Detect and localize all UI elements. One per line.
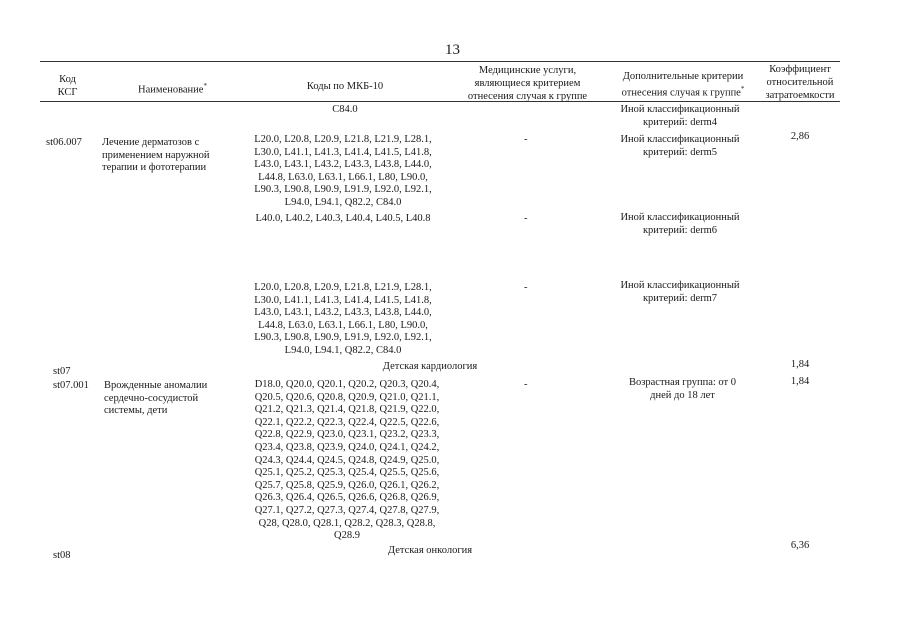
criteria-cell: Иной классификационный критерий: derm5 bbox=[620, 134, 740, 158]
coefficient-cell: 6,36 bbox=[790, 540, 810, 551]
icd-codes-cell: L20.0, L20.8, L20.9, L21.8, L21.9, L28.1, L30.0, L41.1, L41.3, L41.4, L41.5, L41.8, L43.0, L43.1, L43.2, L43.3, L43.8, L44.0, L44.8, L63.0, L63.1, L66.1, L80, L90.0, L90.3, L90.8, L90.9, L91.9, L92.0, L92.1, L94.0, L94.1, Q82.2, C84.0 bbox=[254, 134, 432, 208]
section-title: Детская онкология bbox=[387, 545, 473, 556]
coefficient-cell: 2,86 bbox=[790, 131, 810, 142]
criteria-cell: Иной классификационный критерий: derm7 bbox=[620, 280, 740, 304]
section-title: Детская кардиология bbox=[382, 361, 478, 372]
criteria-cell: Иной классификационный критерий: derm6 bbox=[620, 212, 740, 236]
service-cell: - bbox=[524, 282, 528, 293]
header-coefficient: Коэффициент относительной затратоемкости bbox=[765, 64, 835, 101]
header-code: Код КСГ bbox=[57, 74, 78, 98]
ksg-code-cell: st07.001 bbox=[53, 380, 89, 391]
ksg-code-cell: st08 bbox=[53, 550, 71, 561]
page-number: 13 bbox=[445, 42, 460, 58]
header-services: Медицинские услуги, являющиеся критерием отнесения случая к группе bbox=[467, 65, 588, 102]
service-cell: - bbox=[524, 213, 528, 224]
icd-codes-cell: D18.0, Q20.0, Q20.1, Q20.2, Q20.3, Q20.4, Q20.5, Q20.6, Q20.8, Q20.9, Q21.0, Q21.1, Q21.2, Q21.3, Q21.4, Q21.8, Q21.9, Q22.0, Q22.1, Q22.2, Q22.3, Q22.4, Q22.5, Q22.6, Q22.8, Q22.9, Q23.0, Q23.1, Q23.2, Q23.3, Q23.4, Q23.8, Q23.9, Q24.0, Q24.1, Q24.2, Q24.3, Q24.4, Q24.5, Q24.8, Q24.9, Q25.0, Q25.1, Q25.2, Q25.3, Q25.4, Q25.5, Q25.6, Q25.7, Q25.8, Q25.9, Q26.0, Q26.1, Q26.2, Q26.3, Q26.4, Q26.5, Q26.6, Q26.8, Q26.9, Q27.1, Q27.2, Q27.3, Q27.4, Q27.8, Q27.9, Q28, Q28.0, Q28.1, Q28.2, Q28.3, Q28.8, Q28.9 bbox=[254, 379, 440, 542]
service-cell: - bbox=[524, 134, 528, 145]
coefficient-cell: 1,84 bbox=[790, 359, 810, 370]
ksg-name-cell: Врожденные аномалии сердечно-сосудистой системы, дети bbox=[104, 380, 208, 417]
ksg-name-cell: Лечение дерматозов с применением наружной терапии и фототерапии bbox=[102, 137, 210, 174]
header-bottom-rule bbox=[40, 101, 840, 102]
criteria-cell: Возрастная группа: от 0 дней до 18 лет bbox=[629, 377, 736, 401]
header-top-rule bbox=[40, 61, 840, 62]
icd-codes-cell: C84.0 bbox=[332, 104, 358, 115]
coefficient-cell: 1,84 bbox=[790, 376, 810, 387]
criteria-cell: Иной классификационный критерий: derm4 bbox=[620, 104, 740, 128]
header-criteria: Дополнительные критерии отнесения случая к группе* bbox=[621, 71, 745, 99]
ksg-code-cell: st07 bbox=[53, 366, 71, 377]
ksg-code-cell: st06.007 bbox=[46, 137, 82, 148]
header-icd-codes: Коды по МКБ-10 bbox=[306, 81, 384, 92]
icd-codes-cell: L20.0, L20.8, L20.9, L21.8, L21.9, L28.1, L30.0, L41.1, L41.3, L41.4, L41.5, L41.8, L43.0, L43.1, L43.2, L43.3, L43.8, L44.0, L44.8, L63.0, L63.1, L66.1, L80, L90.0, L90.3, L90.8, L90.9, L91.9, L92.0, L92.1, L94.0, L94.1, Q82.2, C84.0 bbox=[254, 282, 432, 356]
icd-codes-cell: L40.0, L40.2, L40.3, L40.4, L40.5, L40.8 bbox=[255, 213, 431, 224]
service-cell: - bbox=[524, 379, 528, 390]
header-name: Наименование* bbox=[138, 82, 207, 96]
